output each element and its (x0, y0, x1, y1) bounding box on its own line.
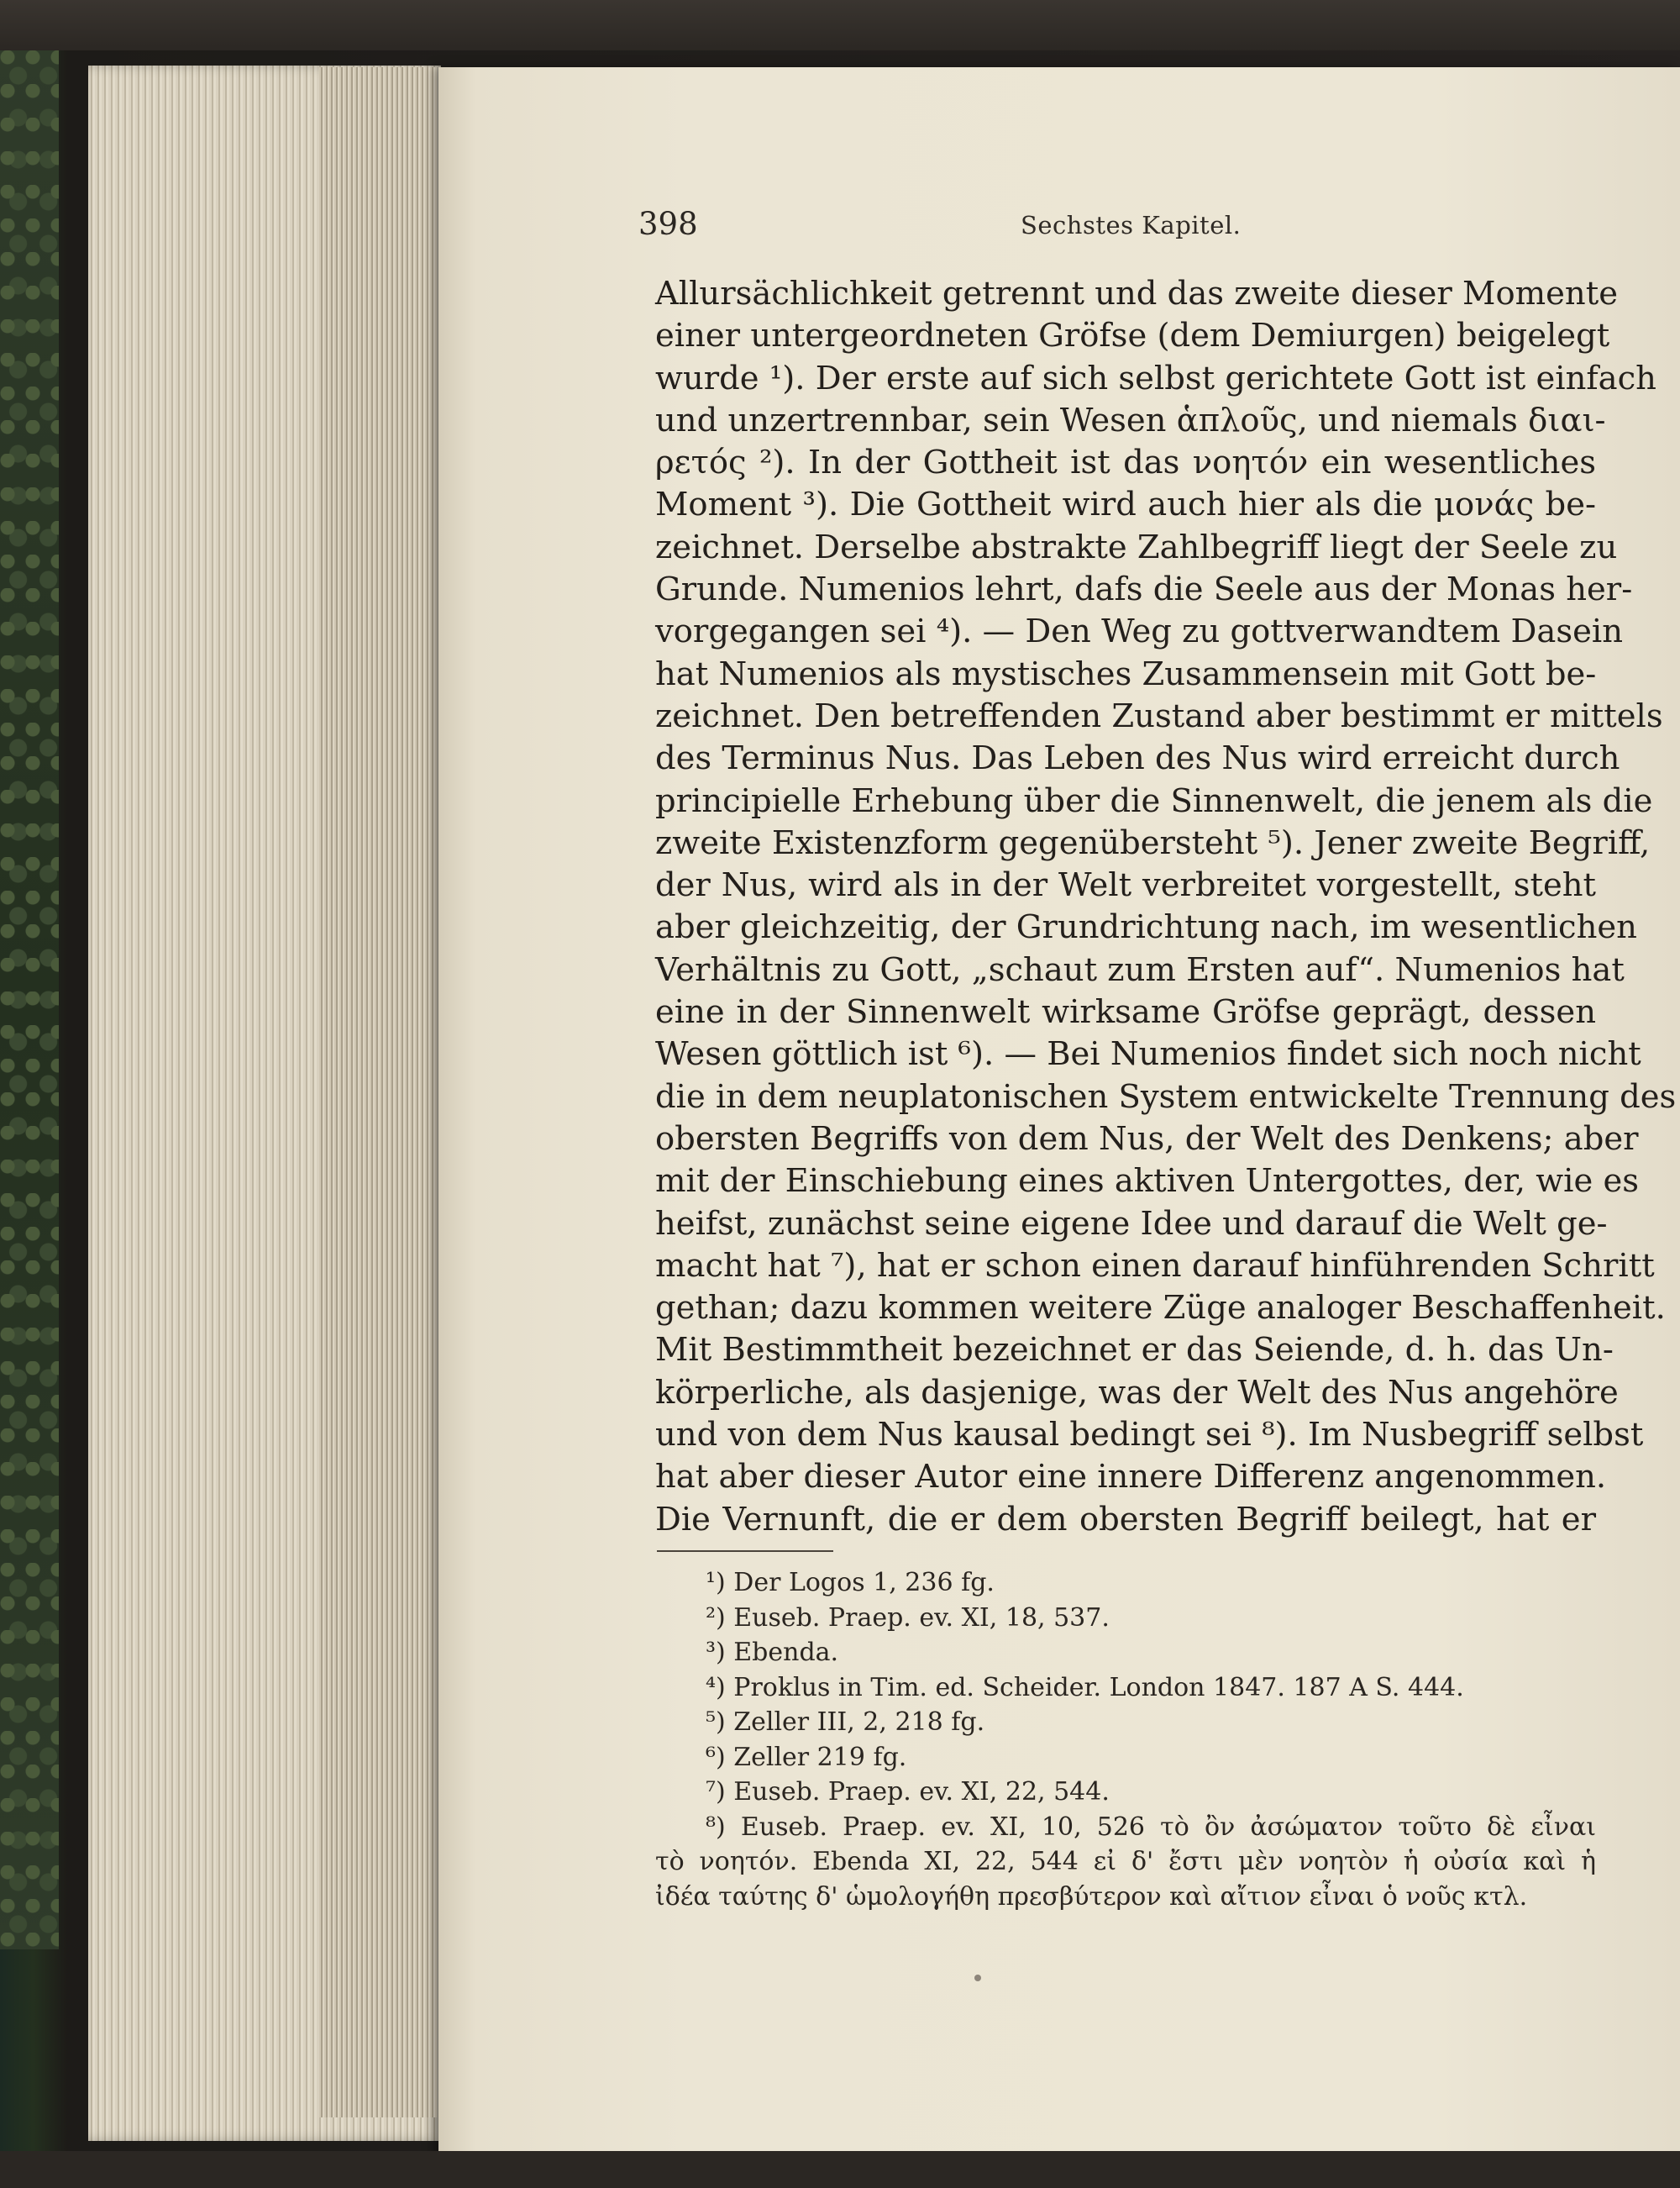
body-line: Verhältnis zu Gott, „schaut zum Ersten auf“. Numenios hat (655, 950, 1625, 989)
body-line: eine in der Sinnenwelt wirksame Gröfse geprägt, dessen (655, 993, 1596, 1032)
body-line: Die Vernunft, die er dem obersten Begriff beilegt, hat er (655, 1500, 1596, 1538)
footnotes (655, 1565, 1596, 1914)
body-line: aber gleichzeitig, der Grundrichtung nach, im wesentlichen (655, 908, 1637, 947)
footnote: ³) Ebenda. (706, 1638, 839, 1667)
body-line: Grunde. Numenios lehrt, dafs die Seele aus der Monas her- (655, 571, 1633, 609)
body-line: obersten Begriffs von dem Nus, der Welt des Denkens; aber (655, 1119, 1639, 1158)
footnote: ⁷) Euseb. Praep. ev. XI, 22, 544. (706, 1777, 1110, 1807)
body-line: und unzertrennbar, sein Wesen ἁπλοῦς, und niemals διαι- (655, 401, 1606, 439)
body-line: macht hat ⁷), hat er schon einen darauf hinführenden Schritt (655, 1246, 1655, 1285)
body-line: einer untergeordneten Gröfse (dem Demiurgen) beigelegt (655, 317, 1610, 355)
footnote: ⁸) Euseb. Praep. ev. XI, 10, 526 τὸ ὂν ἀσώματον τοῦτο δὲ εἶναι (706, 1812, 1596, 1842)
book-cover-top-edge (0, 0, 1680, 50)
marbled-endpaper (0, 50, 59, 1949)
page-block-inner-edges (319, 67, 437, 2117)
body-line: Allursächlichkeit getrennt und das zweite dieser Momente (655, 275, 1618, 313)
body-line: gethan; dazu kommen weitere Züge analoger Beschaffenheit. (655, 1289, 1666, 1328)
body-text (655, 273, 1677, 1541)
body-line: zeichnet. Den betreffenden Zustand aber bestimmt er mittels (655, 697, 1663, 735)
page-header (638, 206, 1562, 256)
body-line: körperliche, als dasjenige, was der Welt des Nus angehöre (655, 1373, 1619, 1412)
body-line: zeichnet. Derselbe abstrakte Zahlbegriff liegt der Seele zu (655, 528, 1618, 566)
footnote: ⁶) Zeller 219 fg. (706, 1742, 907, 1772)
running-head: Sechstes Kapitel. (1021, 211, 1242, 239)
body-line: hat Numenios als mystisches Zusammensein mit Gott be- (655, 655, 1597, 693)
footnote: ⁴) Proklus in Tim. ed. Scheider. London 1847. 187 A S. 444. (706, 1672, 1464, 1702)
paper-speck (974, 1975, 981, 1981)
body-line: des Terminus Nus. Das Leben des Nus wird erreicht durch (655, 739, 1620, 778)
footnote: ²) Euseb. Praep. ev. XI, 18, 537. (706, 1602, 1110, 1633)
body-line: hat aber dieser Autor eine innere Differenz angenommen. (655, 1458, 1607, 1496)
body-line: ρετός ²). In der Gottheit ist das νοητόν ein wesentliches (655, 444, 1596, 482)
book-bottom-edge (0, 2151, 1680, 2188)
body-line: mit der Einschiebung eines aktiven Untergottes, der, wie es (655, 1162, 1640, 1201)
footnote-continuation: τὸ νοητόν. Ebenda XI, 22, 544 εἰ δ' ἔστι μὲν νοητὸν ἡ οὐσία καὶ ἡ (655, 1847, 1596, 1876)
body-line: Moment ³). Die Gottheit wird auch hier als die μονάς be- (655, 486, 1596, 524)
footnote-divider (657, 1550, 833, 1552)
body-line: zweite Existenzform gegenübersteht ⁵). Jener zweite Begriff, (655, 823, 1651, 862)
body-line: und von dem Nus kausal bedingt sei ⁸). Im Nusbegriff selbst (655, 1416, 1644, 1454)
body-line: Mit Bestimmtheit bezeichnet er das Seiende, d. h. das Un- (655, 1331, 1614, 1370)
body-line: der Nus, wird als in der Welt verbreitet vorgestellt, steht (655, 866, 1596, 905)
body-line: wurde ¹). Der erste auf sich selbst gerichtete Gott ist einfach (655, 359, 1656, 397)
body-line: principielle Erhebung über die Sinnenwelt, die jenem als die (655, 781, 1653, 820)
footnote: ⁵) Zeller III, 2, 218 fg. (706, 1707, 985, 1737)
footnote-continuation: ἰδέα ταύτης δ' ὡμολογήθη πρεσβύτερον καὶ αἴτιον εἶναι ὁ νοῦς κτλ. (655, 1881, 1528, 1912)
body-line: heifst, zunächst seine eigene Idee und darauf die Welt ge- (655, 1204, 1608, 1243)
body-line: vorgegangen sei ⁴). — Den Weg zu gottverwandtem Dasein (655, 613, 1624, 651)
body-line: die in dem neuplatonischen System entwickelte Trennung des (655, 1077, 1677, 1116)
footnote: ¹) Der Logos 1, 236 fg. (706, 1568, 995, 1597)
body-line: Wesen göttlich ist ⁶). — Bei Numenios findet sich noch nicht (655, 1035, 1641, 1074)
page-number: 398 (638, 206, 698, 242)
